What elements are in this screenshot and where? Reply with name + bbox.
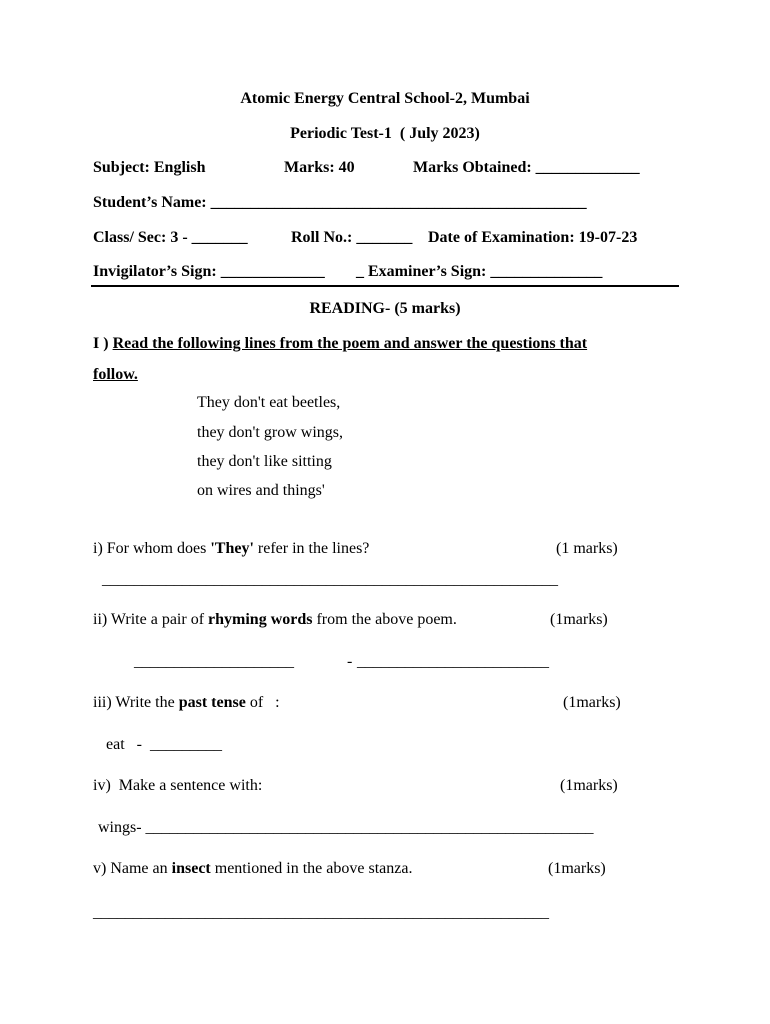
roll-no: Roll No.: _______ [291,229,413,246]
q4-answer-line[interactable]: wings- ________________________________________________________ [98,819,594,836]
marks-obtained: Marks Obtained: _____________ [413,159,640,176]
question-2 [93,610,457,630]
poem-line: they don't grow wings, [197,424,343,441]
question-5 [93,859,412,879]
exam-date: Date of Examination: 19-07-23 [428,229,638,246]
header-divider [91,285,679,287]
poem-line: they don't like sitting [197,453,332,470]
q2-separator: - [347,653,353,670]
q3-answer-line[interactable]: eat - _________ [106,736,222,753]
section-title: READING- (5 marks) [309,300,461,317]
school-name: Atomic Energy Central School-2, Mumbai [240,90,530,107]
question-3 [93,693,280,713]
q3-post: of : [245,694,280,711]
q5-pre: v) Name an [93,860,172,877]
question-1 [93,539,369,559]
invigilator-sign: Invigilator’s Sign: _____________ [93,263,325,280]
q1-post: refer in the lines? [253,540,370,557]
marks: Marks: 40 [284,159,355,176]
instruction-line-1 [93,334,587,354]
q2-answer-a[interactable]: ____________________ [134,653,294,670]
subject: Subject: English [93,159,206,176]
instruction-prefix: I ) [93,335,113,352]
q2-pre: ii) Write a pair of [93,611,209,628]
q5-post: mentioned in the above stanza. [210,860,413,877]
q1-pre: i) For whom does [93,540,211,557]
q5-marks: (1marks) [548,860,606,877]
q1-answer-line[interactable]: _________________________________________________________ [102,571,558,588]
instruction-line-2: follow. [93,366,138,383]
q4-marks: (1marks) [560,777,618,794]
test-title: Periodic Test-1 ( July 2023) [290,125,480,142]
examiner-sign: _ Examiner’s Sign: ______________ [356,263,603,280]
q1-marks: (1 marks) [556,540,618,557]
q3-marks: (1marks) [563,694,621,711]
student-name: Student’s Name: _______________________________________________ [93,194,587,211]
q3-pre: iii) Write the [93,694,179,711]
q2-bold: rhyming words [208,611,313,628]
class-sec: Class/ Sec: 3 - _______ [93,229,248,246]
poem-line: They don't eat beetles, [197,394,341,411]
q1-bold: 'They' [210,540,254,557]
q5-answer-line[interactable]: _________________________________________________________ [93,904,549,921]
q5-bold: insect [171,860,211,877]
q2-post: from the above poem. [312,611,457,628]
instruction-text: Read the following lines from the poem and answer the questions that [112,335,588,352]
question-4: iv) Make a sentence with: [93,777,263,794]
poem-line: on wires and things' [197,482,325,499]
q3-bold: past tense [178,694,246,711]
q2-answer-b[interactable]: ________________________ [357,653,549,670]
q2-marks: (1marks) [550,611,608,628]
